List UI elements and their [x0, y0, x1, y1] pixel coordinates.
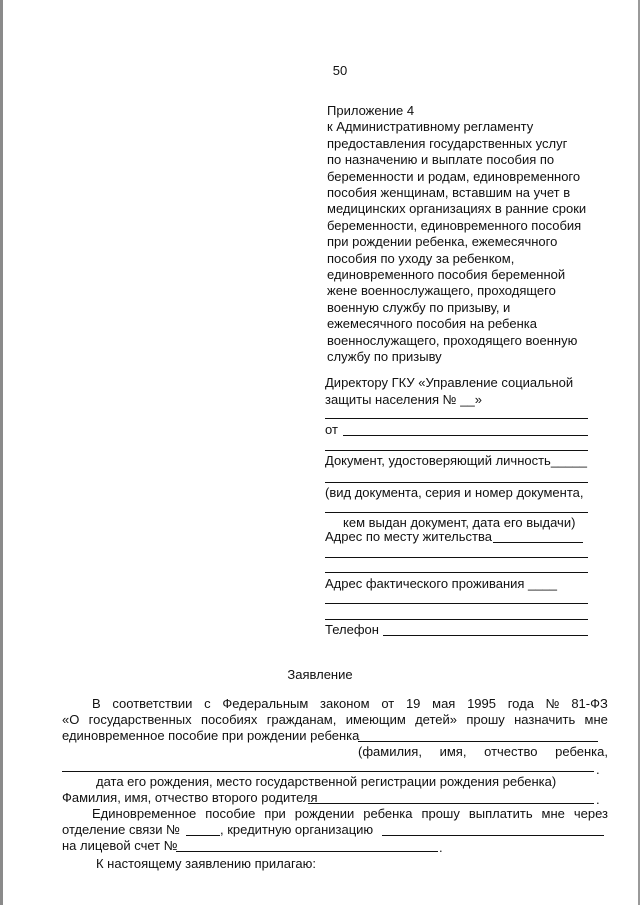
appendix-line: единовременного пособия беременной — [327, 267, 566, 283]
residence-label: Адрес по месту жительства — [325, 529, 492, 544]
credit-org-label: , кредитную организацию — [220, 822, 374, 837]
scan-edge-left — [0, 0, 3, 905]
appendix-line: ежемесячного пособия на ребенка — [327, 316, 537, 332]
paragraph-1-line-3: единовременное пособие при рождении ребенка — [62, 728, 360, 743]
second-parent-field[interactable] — [308, 803, 594, 804]
appendix-line: беременности, единовременного пособия — [327, 217, 582, 233]
appendix-line: Приложение 4 — [327, 103, 415, 118]
document-title: Заявление — [287, 667, 353, 682]
word: государственных — [88, 712, 192, 727]
id-document-label: Документ, удостоверяющий личность_____ — [325, 453, 587, 468]
application-body — [62, 0, 608, 905]
word: выплатить — [468, 806, 533, 821]
paragraph-1-line-2 — [62, 712, 608, 727]
word: (фамилия, — [358, 744, 422, 759]
word: прошу — [466, 712, 505, 727]
word: «О — [62, 712, 80, 727]
paragraph-1-line-1 — [92, 696, 608, 711]
actual-address-label: Адрес фактического проживания ____ — [325, 576, 557, 591]
account-number-field[interactable] — [176, 851, 438, 852]
word: мне — [584, 712, 608, 727]
from-label: от — [325, 422, 338, 437]
word: прошу — [421, 806, 460, 821]
word: гражданам, — [266, 712, 337, 727]
appendix-line: пособия женщинам, вставшим на учет в — [327, 185, 571, 201]
word: назначить — [514, 712, 576, 727]
child-hint-line-1 — [358, 744, 608, 759]
word: отчество — [484, 744, 538, 759]
word: имя, — [439, 744, 467, 759]
appendix-line: службу по призыву — [327, 349, 442, 365]
child-details-field[interactable] — [62, 771, 594, 772]
word: Единовременное — [92, 806, 197, 821]
word: с — [204, 696, 211, 711]
word: от — [381, 696, 395, 711]
phone-label: Телефон — [325, 622, 379, 637]
id-document-hint-2: кем выдан документ, дата его выдачи) — [343, 515, 576, 530]
period: . — [439, 840, 443, 855]
account-label: на лицевой счет № — [62, 838, 178, 853]
word: Федеральным — [222, 696, 309, 711]
word: ребенка, — [555, 744, 608, 759]
appendix-line: при рождении ребенка, ежемесячного — [327, 234, 558, 250]
appendix-line: пособия по уходу за ребенком, — [327, 250, 515, 266]
word: соответствии — [112, 696, 193, 711]
appendix-line: к Административному регламенту — [327, 119, 534, 135]
page-number: 50 — [332, 63, 348, 78]
appendix-line: предоставления государственных услуг — [327, 135, 568, 151]
child-hint-line-2: дата его рождения, место государственной регистрации рождения ребенка) — [96, 774, 557, 789]
appendix-line: беременности и родам, единовременного — [327, 168, 581, 184]
appendix-line: по назначению и выплате пособия по — [327, 152, 555, 168]
appendix-line: медицинских организациях в ранние сроки — [327, 201, 587, 217]
appendix-line: военную службу по призыву, и — [327, 299, 511, 315]
period: . — [596, 762, 600, 777]
credit-organization-field[interactable] — [382, 835, 604, 836]
paragraph-2-line-1 — [92, 806, 608, 821]
word: 81-ФЗ — [571, 696, 608, 711]
appendix-line: жене военнослужащего, проходящего — [327, 283, 556, 299]
word: № — [545, 696, 560, 711]
period: . — [596, 792, 600, 807]
word: рождении — [294, 806, 355, 821]
word: пособиях — [200, 712, 258, 727]
director-line-2: защиты населения № __» — [325, 392, 482, 407]
second-parent-label: Фамилия, имя, отчество второго родителя — [62, 790, 318, 805]
word: ребенка — [363, 806, 413, 821]
word: 1995 — [467, 696, 496, 711]
word: 19 — [405, 696, 421, 711]
word: имеющим — [345, 712, 406, 727]
word: детей» — [415, 712, 458, 727]
id-document-hint-1: (вид документа, серия и номер документа, — [325, 485, 584, 500]
word: пособие — [205, 806, 256, 821]
child-name-field[interactable] — [358, 741, 598, 742]
post-office-label: отделение связи № — [62, 822, 181, 837]
word: законом — [320, 696, 370, 711]
word: мая — [432, 696, 456, 711]
attachments-intro: К настоящему заявлению прилагаю: — [96, 856, 316, 871]
word: через — [573, 806, 608, 821]
word: при — [264, 806, 286, 821]
post-office-number-field[interactable] — [186, 835, 220, 836]
word: В — [92, 696, 101, 711]
word: года — [507, 696, 534, 711]
appendix-line: военнослужащего, проходящего военную — [327, 332, 578, 348]
word: мне — [541, 806, 565, 821]
director-line-1: Директору ГКУ «Управление социальной — [325, 375, 574, 390]
